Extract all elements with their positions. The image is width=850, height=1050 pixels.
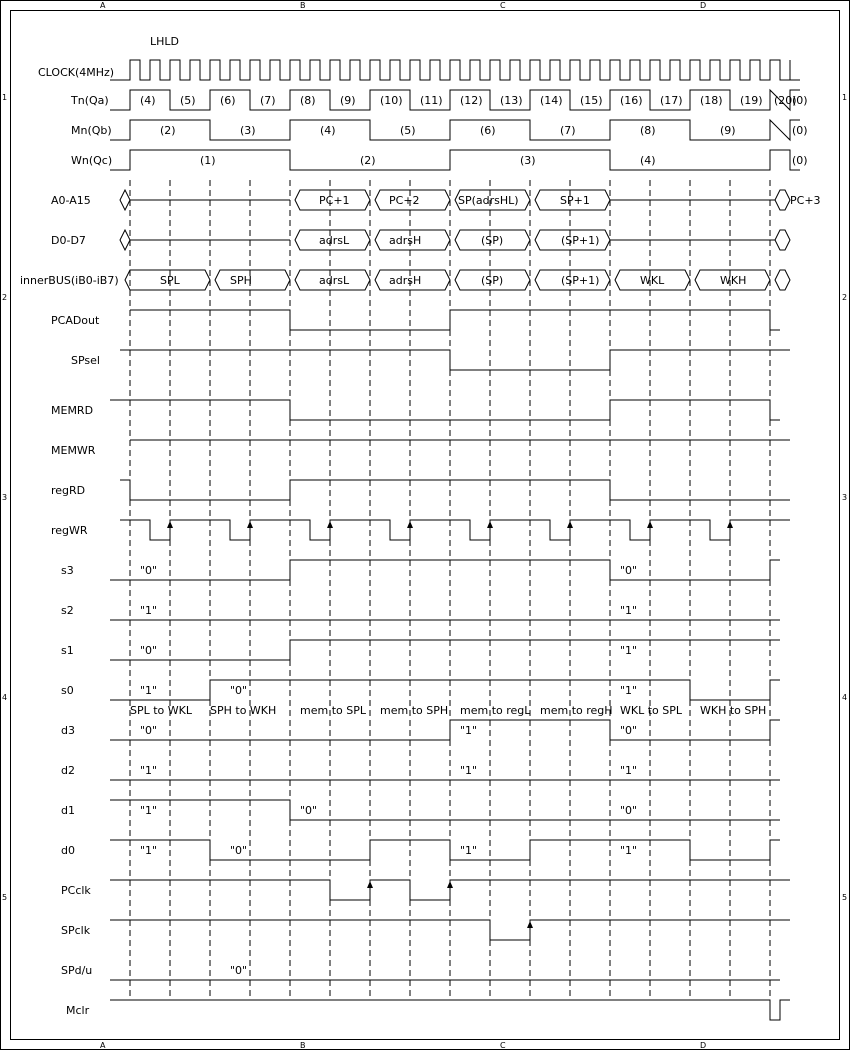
signal-name-spd-u: SPd/u <box>61 964 93 977</box>
border-row-1-left: 1 <box>2 93 8 102</box>
transfer-label: mem to regH <box>540 704 613 717</box>
value-label-s0: "1" <box>620 684 638 697</box>
value-label-tn-qa: (17) <box>660 94 683 107</box>
value-label-s0: "0" <box>230 684 248 697</box>
value-label-wn-qc: (2) <box>360 154 376 167</box>
waveform-pcadout <box>130 310 780 330</box>
value-label-innerbus-ib0-ib7: WKH <box>720 274 747 287</box>
transfer-label: WKL to SPL <box>620 704 682 717</box>
signal-name-a0-a15: A0-A15 <box>51 194 91 207</box>
rising-edge-arrow <box>367 881 373 888</box>
signal-name-spsel: SPsel <box>71 354 100 367</box>
value-label-innerbus-ib0-ib7: (SP) <box>481 274 504 287</box>
value-label-d0: "0" <box>230 844 248 857</box>
waveforms <box>110 60 800 1020</box>
value-label-d2: "1" <box>140 764 158 777</box>
signal-name-d0-d7: D0-D7 <box>51 234 86 247</box>
signal-name-regwr: regWR <box>51 524 88 537</box>
value-label-d2: "1" <box>460 764 478 777</box>
value-label-tn-qa: (11) <box>420 94 443 107</box>
signal-name-s1: s1 <box>61 644 74 657</box>
value-label-d2: "1" <box>620 764 638 777</box>
value-label-tn-qa: (9) <box>340 94 356 107</box>
border-row-2-left: 2 <box>2 293 8 302</box>
signal-name-pcadout: PCADout <box>51 314 100 327</box>
signal-name-clock-4mhz: CLOCK(4MHz) <box>38 66 115 79</box>
value-label-wn-qc: (0) <box>792 154 808 167</box>
border-row-1-right: 1 <box>842 93 848 102</box>
waveform-d0 <box>110 840 780 860</box>
value-label-a0-a15: SP(adrsHL) <box>458 194 519 207</box>
waveform-mclr <box>110 1000 790 1020</box>
signal-name-memwr: MEMWR <box>51 444 96 457</box>
value-label-d1: "0" <box>620 804 638 817</box>
value-label-d3: "0" <box>140 724 158 737</box>
value-label-tn-qa: (10) <box>380 94 403 107</box>
inner-frame <box>11 11 840 1040</box>
value-label-d0-d7: adrsL <box>319 234 350 247</box>
value-label-tn-qa: (15) <box>580 94 603 107</box>
rising-edge-arrow <box>527 921 533 928</box>
rising-edge-arrow <box>167 521 173 528</box>
value-label-wn-qc: (3) <box>520 154 536 167</box>
rising-edge-arrow <box>327 521 333 528</box>
border-col-b-bottom: B <box>300 1041 306 1050</box>
transfer-label: mem to SPL <box>300 704 366 717</box>
value-label-tn-qa: (8) <box>300 94 316 107</box>
value-label-mn-qb: (8) <box>640 124 656 137</box>
value-label-tn-qa: (0) <box>792 94 808 107</box>
border-row-5-right: 5 <box>842 893 848 902</box>
outer-frame <box>1 1 850 1050</box>
border-col-d-top: D <box>700 1 707 10</box>
value-label-mn-qb: (6) <box>480 124 496 137</box>
value-label-mn-qb: (0) <box>792 124 808 137</box>
value-label-d0: "1" <box>460 844 478 857</box>
value-label-d3: "0" <box>620 724 638 737</box>
signal-names <box>20 66 119 1017</box>
value-label-a0-a15: PC+3 <box>790 194 821 207</box>
signal-name-memrd: MEMRD <box>51 404 94 417</box>
value-label-innerbus-ib0-ib7: adrsH <box>389 274 422 287</box>
border-row-5-left: 5 <box>2 893 8 902</box>
signal-name-d2: d2 <box>61 764 75 777</box>
value-label-d0: "1" <box>620 844 638 857</box>
value-label-mn-qb: (7) <box>560 124 576 137</box>
value-label-wn-qc: (1) <box>200 154 216 167</box>
waveform-clock-4mhz <box>110 60 800 80</box>
value-label-s1: "0" <box>140 644 158 657</box>
value-label-innerbus-ib0-ib7: adrsL <box>319 274 350 287</box>
signal-name-innerbus-ib0-ib7: innerBUS(iB0-iB7) <box>20 274 119 287</box>
value-label-a0-a15: SP+1 <box>560 194 590 207</box>
signal-name-wn-qc: Wn(Qc) <box>71 154 113 167</box>
grid-layer <box>130 180 770 1000</box>
value-label-wn-qc: (4) <box>640 154 656 167</box>
value-label-tn-qa: (7) <box>260 94 276 107</box>
waveform-tn-qa <box>110 90 800 110</box>
value-label-s0: "1" <box>140 684 158 697</box>
rising-edge-arrow <box>447 881 453 888</box>
signal-name-s0: s0 <box>61 684 74 697</box>
transfer-label: WKH to SPH <box>700 704 767 717</box>
waveform-mn-qb <box>110 120 800 140</box>
value-label-mn-qb: (3) <box>240 124 256 137</box>
rising-edge-arrow <box>487 521 493 528</box>
value-label-d0-d7: adrsH <box>389 234 422 247</box>
value-label-tn-qa: (19) <box>740 94 763 107</box>
value-label-d0-d7: (SP) <box>481 234 504 247</box>
value-labels <box>130 94 821 977</box>
value-label-d3: "1" <box>460 724 478 737</box>
value-label-tn-qa: (16) <box>620 94 643 107</box>
value-label-mn-qb: (5) <box>400 124 416 137</box>
value-label-d0-d7: (SP+1) <box>561 234 600 247</box>
rising-edge-arrow <box>247 521 253 528</box>
signal-name-d3: d3 <box>61 724 75 737</box>
signal-name-s3: s3 <box>61 564 74 577</box>
value-label-a0-a15: PC+1 <box>319 194 350 207</box>
rising-edge-arrow <box>567 521 573 528</box>
rising-edge-arrow <box>407 521 413 528</box>
value-label-s2: "1" <box>620 604 638 617</box>
value-label-d1: "1" <box>140 804 158 817</box>
waveform-s0 <box>110 680 780 700</box>
border-col-c-top: C <box>500 1 506 10</box>
value-label-tn-qa: (6) <box>220 94 236 107</box>
value-label-innerbus-ib0-ib7: (SP+1) <box>561 274 600 287</box>
border-row-4-left: 4 <box>2 693 8 702</box>
signal-name-pcclk: PCclk <box>61 884 91 897</box>
rising-edge-arrow <box>727 521 733 528</box>
signal-name-mn-qb: Mn(Qb) <box>71 124 112 137</box>
border-col-d-bottom: D <box>700 1041 707 1050</box>
border-row-2-right: 2 <box>842 293 848 302</box>
value-label-mn-qb: (4) <box>320 124 336 137</box>
transfer-label: mem to regL <box>460 704 531 717</box>
signal-name-d1: d1 <box>61 804 75 817</box>
value-label-mn-qb: (2) <box>160 124 176 137</box>
border-col-c-bottom: C <box>500 1041 506 1050</box>
border-col-a-top: A <box>100 1 106 10</box>
value-label-tn-qa: (12) <box>460 94 483 107</box>
transfer-label: SPH to WKH <box>210 704 277 717</box>
value-label-tn-qa: (4) <box>140 94 156 107</box>
value-label-spd-u: "0" <box>230 964 248 977</box>
value-label-tn-qa: (20) <box>774 94 797 107</box>
value-label-innerbus-ib0-ib7: WKL <box>640 274 665 287</box>
value-label-s1: "1" <box>620 644 638 657</box>
value-label-tn-qa: (18) <box>700 94 723 107</box>
signal-name-mclr: Mclr <box>66 1004 90 1017</box>
border-col-b-top: B <box>300 1 306 10</box>
value-label-innerbus-ib0-ib7: SPL <box>160 274 180 287</box>
value-label-a0-a15: PC+2 <box>389 194 420 207</box>
value-label-mn-qb: (9) <box>720 124 736 137</box>
signal-name-s2: s2 <box>61 604 74 617</box>
value-label-s3: "0" <box>140 564 158 577</box>
transfer-label: SPL to WKL <box>130 704 192 717</box>
border-row-4-right: 4 <box>842 693 848 702</box>
transfer-label: mem to SPH <box>380 704 449 717</box>
border-row-3-left: 3 <box>2 493 8 502</box>
signal-name-regrd: regRD <box>51 484 86 497</box>
diagram-title: LHLD <box>150 35 179 48</box>
value-label-s3: "0" <box>620 564 638 577</box>
signal-name-tn-qa: Tn(Qa) <box>71 94 109 107</box>
signal-name-spclk: SPclk <box>61 924 91 937</box>
value-label-tn-qa: (5) <box>180 94 196 107</box>
value-label-tn-qa: (14) <box>540 94 563 107</box>
value-label-innerbus-ib0-ib7: SPH <box>230 274 252 287</box>
border-row-3-right: 3 <box>842 493 848 502</box>
border-col-a-bottom: A <box>100 1041 106 1050</box>
rising-edge-arrow <box>647 521 653 528</box>
value-label-d1: "0" <box>300 804 318 817</box>
value-label-s2: "1" <box>140 604 158 617</box>
signal-name-d0: d0 <box>61 844 75 857</box>
value-label-d0: "1" <box>140 844 158 857</box>
value-label-tn-qa: (13) <box>500 94 523 107</box>
